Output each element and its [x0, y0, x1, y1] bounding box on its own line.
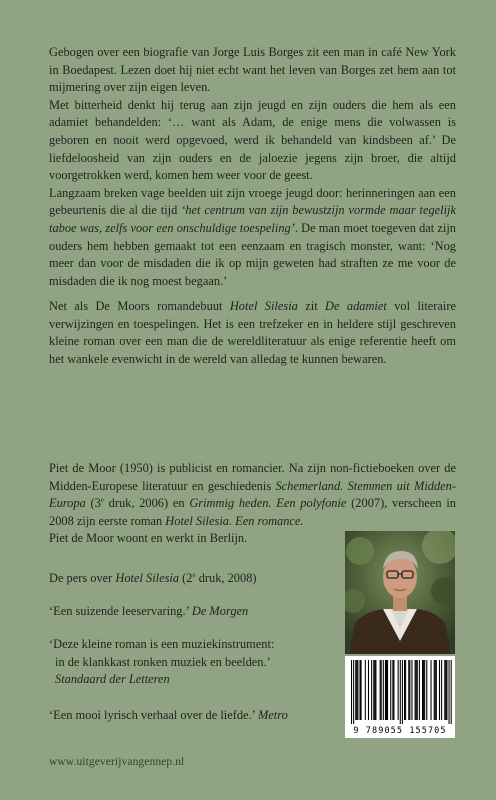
- barcode-bar: [419, 660, 420, 720]
- barcode-bar: [374, 660, 375, 720]
- barcode-bar: [393, 660, 394, 720]
- barcode-bar: [444, 660, 445, 720]
- barcode-bar: [392, 660, 393, 720]
- barcode-bar: [416, 660, 417, 720]
- title-hotel-silesia: Hotel Silesia: [229, 299, 298, 313]
- barcode-bar: [441, 660, 442, 720]
- barcode-bar: [424, 660, 425, 720]
- author-residence: Piet de Moor woont en werkt in Berlijn.: [49, 531, 248, 546]
- title-grimmig-heden: Grimmig heden. Een polyfonie: [189, 496, 347, 511]
- barcode-bar: [359, 660, 360, 720]
- barcode-bar: [439, 660, 440, 720]
- barcode-bar: [451, 660, 452, 724]
- quote-3-source: Metro: [257, 708, 288, 722]
- bio-text-b: (3: [85, 496, 101, 511]
- synopsis-p3-quote: ‘het centrum van zijn bewustzijn vormde maar tegelijk taboe was, zelfs voor een onschuldige toespeling’: [49, 203, 457, 235]
- barcode-bar: [445, 660, 446, 720]
- press-quote-1: [49, 603, 339, 621]
- barcode-bar: [402, 660, 403, 724]
- quote-2-line-1: ‘Deze kleine roman is een muziekinstrument:: [49, 637, 275, 651]
- barcode-bar: [415, 660, 416, 720]
- press-head-c: druk, 2008): [195, 571, 257, 585]
- barcode-bar: [434, 660, 435, 720]
- quote-3-text: ‘Een mooi lyrisch verhaal over de liefde.’: [49, 708, 258, 722]
- author-photo: [345, 531, 455, 654]
- barcode-bar: [411, 660, 412, 720]
- barcode-bar: [373, 660, 374, 720]
- barcode-bar: [368, 660, 369, 720]
- barcode-bar: [400, 660, 401, 724]
- barcode-bar: [380, 660, 381, 720]
- author-bio-paragraph: [49, 460, 456, 530]
- barcode-bar: [375, 660, 376, 720]
- barcode-bar: [436, 660, 437, 720]
- synopsis-paragraph-2: Met bitterheid denkt hij terug aan zijn jeugd en zijn ouders die hem als een adamiet behandelden: ‘… want als Adam, de enige mens die volwassen is geboren en nooit werd opgevoed, werd ik behandeld van kindsbeen af.’ De liefdeloosheid van zijn ouders en de jaloezie jegens zijn broer, die altijd voorgetrokken werd, komen hem weer voor de geest.: [49, 97, 456, 183]
- barcode-bar: [398, 660, 399, 720]
- synopsis: [49, 44, 456, 290]
- title-de-adamiet: De adamiet: [325, 299, 387, 313]
- barcode-bar: [423, 660, 424, 720]
- barcode-bar: [355, 660, 356, 720]
- bio-text-d: (2007), verscheen in 2008 zijn eerste roman: [49, 496, 456, 528]
- barcode-bar: [405, 660, 406, 720]
- barcode-bar: [381, 660, 382, 720]
- barcode-bar: [353, 660, 354, 724]
- quote-2-source: Standaard der Letteren: [55, 672, 170, 687]
- barcode-bar: [431, 660, 432, 720]
- barcode-bar: [383, 660, 384, 720]
- barcode-bar: [365, 660, 366, 720]
- barcode-bars: [345, 656, 455, 726]
- barcode-bar: [371, 660, 372, 720]
- barcode-bar: [426, 660, 427, 720]
- barcode-bar: [387, 660, 388, 720]
- press-quote-2: [49, 636, 339, 689]
- bio-text-c: druk, 2006) en: [103, 496, 190, 511]
- barcode-bar: [361, 660, 362, 720]
- quote-1-source: De Morgen: [191, 604, 249, 618]
- press-quote-3: [49, 707, 339, 725]
- press-head-title: Hotel Silesia: [115, 571, 180, 585]
- barcode-bar: [435, 660, 436, 720]
- title-schemerland: Schemerland. Stemmen uit Midden-Europa: [49, 478, 456, 511]
- context-text-c: vol literaire verwijzingen en toespelingen. Het is een trefzeker en in heldere stijl geschreven kleine roman over een man die de wereldliteratuur als enige referentie heeft om het wankele evenwicht in de wereld van alledag te kunnen bewaren.: [49, 299, 456, 366]
- barcode-bar: [404, 660, 405, 720]
- press-heading: [49, 570, 339, 588]
- isbn-digits: 9 789055 155705: [353, 726, 447, 736]
- bio-text-a: Piet de Moor (1950) is publicist en romancier. Na zijn non-fictieboeken over de Midden-Europese literatuur en geschiedenis: [49, 461, 456, 493]
- isbn-barcode: [345, 656, 455, 738]
- barcode-bar: [357, 660, 358, 720]
- barcode-bar: [422, 660, 423, 720]
- barcode-bar: [449, 660, 450, 724]
- context-text-b: zit: [297, 299, 326, 313]
- barcode-bar: [390, 660, 391, 720]
- publisher-url[interactable]: www.uitgeverijvangennep.nl: [49, 756, 185, 768]
- barcode-bar: [356, 660, 357, 720]
- author-portrait-illustration: [345, 531, 455, 654]
- synopsis-paragraph-3: [49, 185, 456, 291]
- quote-2-line-2: in de klankkast ronken muziek en beelden.’: [55, 654, 271, 669]
- barcode-bar: [408, 660, 409, 720]
- barcode-bar: [386, 660, 387, 720]
- press-head-sup: e: [192, 570, 196, 579]
- synopsis-p3-text-a: Langzaam breken vage beelden uit zijn vroege jeugd door: herinneringen aan een gebeurtenis die al die tijd: [49, 185, 456, 218]
- barcode-bar: [417, 660, 418, 720]
- bio-sup-edition: e: [100, 496, 104, 505]
- barcode-bar: [351, 660, 352, 724]
- context-text-a: Net als De Moors romandebuut: [49, 299, 230, 313]
- synopsis-paragraph-1: Gebogen over een biografie van Jorge Luis Borges zit een man in café New York in Boedapest. Lezen doet hij niet echt want het leven van Borges zet hem aan tot mijmering over zijn eigen leven.: [49, 45, 456, 95]
- press-head-b: (2: [179, 571, 193, 585]
- title-hotel-silesia-romance: Hotel Silesia. Een romance.: [165, 513, 304, 528]
- literary-context-paragraph: [49, 298, 456, 368]
- press-head-a: De pers over: [49, 571, 116, 585]
- synopsis-p3-text-b: . De man moet toegeven dat zijn ouders hem hebben gemaakt tot een eenzaam en tragisch monster, want: ‘Nog meer dan voor de misdaden die ik op mijn geweten had straften ze me voor de misdaden die ik nog moest begaan.’: [49, 220, 456, 288]
- barcode-bar: [409, 660, 410, 720]
- barcode-bar: [446, 660, 447, 720]
- barcode-bar: [385, 660, 386, 720]
- quote-1-text: ‘Een suizende leeservaring.’: [49, 604, 192, 618]
